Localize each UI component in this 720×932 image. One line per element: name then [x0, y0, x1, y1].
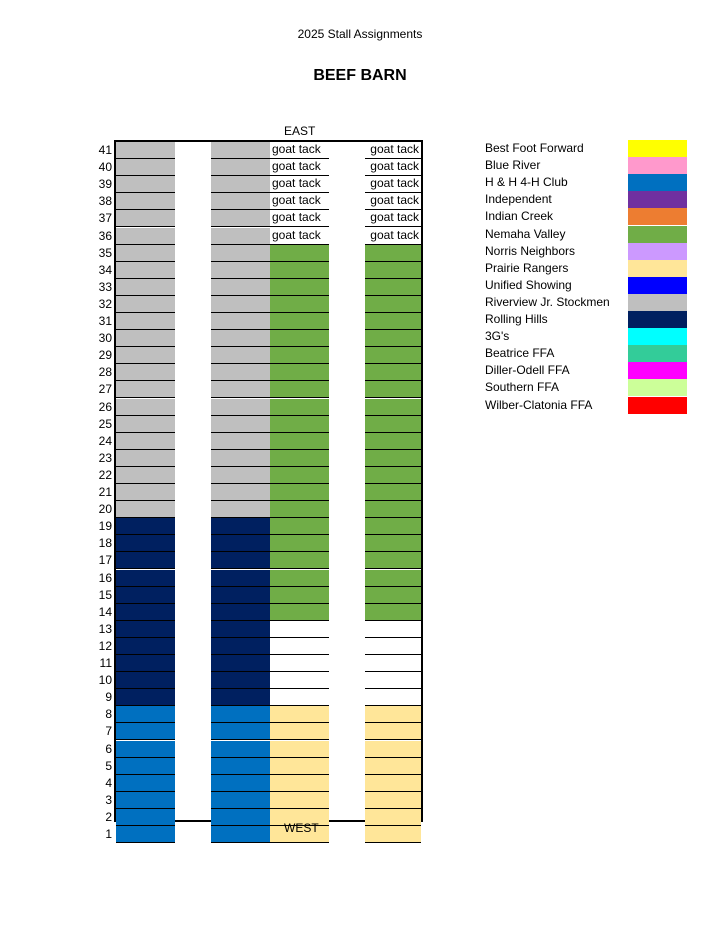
stall-row	[116, 604, 421, 621]
stall-row	[116, 809, 421, 826]
stall-number: 35	[98, 245, 112, 260]
stall-cell	[365, 313, 421, 330]
stall-cell	[116, 176, 175, 193]
stall-number: 31	[98, 314, 112, 328]
legend-item	[485, 226, 689, 243]
stall-cell	[365, 775, 421, 792]
legend-label: H & H 4-H Club	[485, 175, 568, 190]
stall-number: 2	[105, 809, 112, 824]
legend-label: Prairie Rangers	[485, 260, 569, 275]
stall-cell: goat tack	[365, 193, 421, 210]
legend-item	[485, 260, 689, 277]
stall-cell	[270, 484, 329, 501]
stall-cell	[211, 176, 270, 193]
stall-cell	[365, 672, 421, 689]
stall-number: 25	[98, 416, 112, 431]
stall-cell	[365, 381, 421, 398]
stall-cell	[116, 501, 175, 518]
stall-row	[116, 142, 421, 159]
stall-number: 41	[98, 143, 112, 157]
legend-item	[485, 277, 689, 294]
stall-number: 19	[98, 519, 112, 534]
stall-number: 18	[98, 536, 112, 551]
legend-item	[485, 243, 689, 260]
stall-number: 9	[105, 690, 112, 705]
stall-cell	[116, 142, 175, 159]
stall-row	[116, 706, 421, 723]
stall-cell	[270, 655, 329, 672]
stall-number: 13	[98, 621, 112, 636]
stall-cell	[211, 689, 270, 706]
stall-row	[116, 570, 421, 587]
stall-number: 21	[98, 485, 112, 499]
legend-item	[485, 397, 689, 414]
legend-swatch	[628, 157, 687, 174]
stall-cell: goat tack	[270, 176, 329, 193]
stall-cell: goat tack	[365, 176, 421, 193]
stall-cell	[365, 330, 421, 347]
stall-row	[116, 723, 421, 740]
stall-cell	[365, 433, 421, 450]
stall-cell	[365, 741, 421, 758]
stall-cell	[211, 262, 270, 279]
stall-cell	[116, 826, 175, 843]
stall-cell	[270, 792, 329, 809]
stall-cell	[116, 604, 175, 621]
stall-cell	[116, 775, 175, 792]
stall-cell	[270, 570, 329, 587]
stall-cell	[116, 792, 175, 809]
stall-row	[116, 792, 421, 809]
legend-swatch	[628, 226, 687, 243]
legend-label: Nemaha Valley	[485, 226, 566, 241]
stall-cell	[365, 792, 421, 809]
stall-row	[116, 245, 421, 262]
stall-cell	[116, 535, 175, 552]
stall-cell	[270, 638, 329, 655]
stall-cell	[270, 775, 329, 792]
legend-swatch	[628, 311, 687, 328]
stall-number: 3	[105, 792, 112, 807]
stall-row	[116, 347, 421, 364]
stall-cell	[211, 433, 270, 450]
stall-number: 6	[105, 741, 112, 756]
stall-cell	[270, 313, 329, 330]
stall-number: 11	[99, 656, 112, 670]
stall-row	[116, 775, 421, 792]
stall-row	[116, 501, 421, 518]
stall-number: 15	[98, 587, 112, 602]
legend-swatch	[628, 277, 687, 294]
legend-label: 3G's	[485, 329, 510, 344]
stall-row	[116, 826, 421, 843]
stall-cell	[211, 228, 270, 245]
stall-cell	[211, 809, 270, 826]
stall-cell	[365, 535, 421, 552]
legend-label: Beatrice FFA	[485, 346, 555, 361]
stall-cell: goat tack	[365, 210, 421, 227]
stall-row	[116, 416, 421, 433]
stall-number: 28	[98, 365, 112, 380]
legend-label: Southern FFA	[485, 380, 560, 395]
stall-cell	[211, 570, 270, 587]
stall-number: 26	[98, 399, 112, 414]
legend-item	[485, 174, 689, 191]
stall-number: 23	[98, 450, 112, 465]
stall-number: 30	[98, 331, 112, 346]
stall-cell	[211, 484, 270, 501]
stall-row	[116, 279, 421, 296]
barn-stall-grid	[114, 140, 423, 822]
stall-cell	[116, 416, 175, 433]
stall-row	[116, 330, 421, 347]
stall-cell: goat tack	[270, 142, 329, 159]
stall-cell	[211, 706, 270, 723]
stall-cell	[365, 552, 421, 569]
stall-row	[116, 381, 421, 398]
barn-title: BEEF BARN	[313, 67, 407, 84]
legend-swatch	[628, 174, 687, 191]
stall-cell	[270, 296, 329, 313]
stall-cell	[270, 330, 329, 347]
stall-cell	[116, 758, 175, 775]
stall-cell	[365, 758, 421, 775]
stall-cell	[270, 279, 329, 296]
legend-label: Diller-Odell FFA	[485, 363, 570, 378]
stall-row	[116, 296, 421, 313]
stall-cell	[365, 587, 421, 604]
legend-swatch	[628, 208, 687, 225]
legend-item	[485, 362, 689, 379]
stall-cell	[270, 535, 329, 552]
stall-row	[116, 621, 421, 638]
stall-number: 8	[105, 707, 112, 722]
stall-number: 5	[105, 758, 112, 773]
legend-swatch	[628, 397, 687, 414]
stall-cell	[211, 604, 270, 621]
stall-row	[116, 176, 421, 193]
legend-item	[485, 311, 689, 328]
stall-row	[116, 364, 421, 381]
stall-cell	[365, 655, 421, 672]
stall-number: 20	[98, 502, 112, 517]
stall-cell	[270, 723, 329, 740]
stall-row	[116, 638, 421, 655]
stall-cell	[211, 193, 270, 210]
stall-number: 1	[105, 827, 112, 841]
stall-cell: goat tack	[365, 159, 421, 176]
stall-cell	[211, 416, 270, 433]
stall-cell	[270, 416, 329, 433]
stall-row	[116, 399, 421, 416]
stall-cell	[211, 210, 270, 227]
stall-cell	[211, 826, 270, 843]
legend-label: Blue River	[485, 158, 541, 173]
stall-cell	[365, 279, 421, 296]
stall-cell	[365, 518, 421, 535]
stall-cell	[270, 245, 329, 262]
stall-number: 38	[98, 194, 112, 209]
stall-cell	[116, 689, 175, 706]
stall-cell	[270, 587, 329, 604]
stall-cell	[116, 262, 175, 279]
stall-cell	[211, 655, 270, 672]
stall-cell	[211, 758, 270, 775]
stall-row	[116, 228, 421, 245]
stall-cell	[365, 638, 421, 655]
stall-row	[116, 313, 421, 330]
stall-cell	[270, 741, 329, 758]
stall-cell	[365, 347, 421, 364]
stall-number: 27	[98, 382, 112, 397]
stall-cell	[365, 570, 421, 587]
stall-number: 40	[98, 160, 112, 175]
stall-cell	[211, 159, 270, 176]
stall-cell	[211, 535, 270, 552]
stall-cell	[211, 245, 270, 262]
stall-cell: goat tack	[270, 159, 329, 176]
stall-cell	[116, 347, 175, 364]
stall-cell	[116, 159, 175, 176]
stall-cell	[365, 364, 421, 381]
stall-cell	[211, 587, 270, 604]
legend-label: Best Foot Forward	[485, 141, 584, 155]
stall-number: 29	[98, 348, 112, 363]
stall-cell	[211, 552, 270, 569]
stall-cell	[270, 518, 329, 535]
east-label: EAST	[284, 124, 316, 138]
stall-cell	[270, 450, 329, 467]
legend-label: Norris Neighbors	[485, 243, 576, 258]
stall-cell	[116, 723, 175, 740]
stall-cell	[270, 381, 329, 398]
stall-number: 7	[105, 724, 112, 739]
stall-cell	[365, 262, 421, 279]
stall-cell	[116, 570, 175, 587]
stall-row	[116, 262, 421, 279]
stall-cell	[116, 210, 175, 227]
stall-row	[116, 484, 421, 501]
stall-number: 39	[98, 177, 112, 192]
stall-number: 10	[98, 673, 112, 688]
legend-label: Independent	[485, 192, 552, 207]
stall-cell	[365, 501, 421, 518]
stall-cell	[365, 826, 421, 843]
legend-swatch	[628, 345, 687, 362]
stall-cell	[211, 450, 270, 467]
legend-item	[485, 191, 689, 208]
legend-swatch	[628, 294, 687, 311]
stall-row	[116, 193, 421, 210]
stall-cell	[270, 706, 329, 723]
stall-cell	[211, 399, 270, 416]
legend-item	[485, 157, 689, 174]
stall-cell	[365, 689, 421, 706]
stall-cell: goat tack	[270, 228, 329, 245]
stall-cell	[116, 621, 175, 638]
legend-item	[485, 140, 689, 157]
legend-swatch	[628, 362, 687, 379]
stall-cell	[365, 621, 421, 638]
legend-label: Wilber-Clatonia FFA	[485, 397, 593, 412]
stall-cell	[211, 142, 270, 159]
stall-row	[116, 672, 421, 689]
stall-row	[116, 467, 421, 484]
legend-swatch	[628, 243, 687, 260]
stall-number: 24	[98, 433, 112, 448]
stall-cell: goat tack	[365, 228, 421, 245]
stall-cell	[211, 347, 270, 364]
stall-cell	[116, 450, 175, 467]
legend-item	[485, 208, 689, 225]
stall-row	[116, 655, 421, 672]
stall-cell	[211, 501, 270, 518]
stall-cell	[270, 467, 329, 484]
stall-number: 32	[98, 296, 112, 311]
legend-swatch	[628, 328, 687, 345]
stall-cell	[365, 245, 421, 262]
stall-cell	[365, 296, 421, 313]
stall-cell	[211, 723, 270, 740]
stall-row	[116, 518, 421, 535]
stall-cell	[116, 313, 175, 330]
stall-cell	[365, 467, 421, 484]
stall-cell	[365, 484, 421, 501]
stall-cell	[365, 809, 421, 826]
stall-cell	[270, 364, 329, 381]
stall-cell	[116, 552, 175, 569]
stall-cell	[211, 467, 270, 484]
stall-cell	[365, 450, 421, 467]
stall-cell	[116, 655, 175, 672]
stall-cell	[116, 672, 175, 689]
stall-row	[116, 535, 421, 552]
stall-number: 14	[98, 604, 112, 619]
legend-item	[485, 294, 689, 311]
stall-row	[116, 758, 421, 775]
stall-cell	[365, 399, 421, 416]
legend-item	[485, 345, 689, 362]
stall-row	[116, 552, 421, 569]
legend-label: Indian Creek	[485, 209, 554, 224]
stall-cell	[365, 604, 421, 621]
stall-cell	[116, 193, 175, 210]
legend-label: Unified Showing	[485, 277, 572, 292]
stall-cell	[211, 364, 270, 381]
stall-cell	[116, 296, 175, 313]
legend-label: Riverview Jr. Stockmen	[485, 294, 610, 309]
stall-cell	[365, 723, 421, 740]
stall-cell	[365, 706, 421, 723]
stall-cell: goat tack	[365, 142, 421, 159]
stall-cell	[211, 296, 270, 313]
stall-cell	[211, 381, 270, 398]
stall-row	[116, 689, 421, 706]
stall-cell	[211, 792, 270, 809]
stall-number: 22	[98, 467, 112, 482]
stall-row	[116, 210, 421, 227]
stall-row	[116, 433, 421, 450]
stall-cell	[116, 741, 175, 758]
stall-number: 36	[98, 228, 112, 243]
stall-cell	[116, 809, 175, 826]
stall-cell	[211, 330, 270, 347]
stall-number: 34	[98, 262, 112, 277]
stall-cell	[211, 313, 270, 330]
stall-number: 12	[98, 638, 112, 653]
stall-cell	[116, 228, 175, 245]
stall-cell	[270, 347, 329, 364]
legend-swatch	[628, 260, 687, 277]
stall-cell	[270, 552, 329, 569]
stall-cell	[116, 330, 175, 347]
stall-cell	[211, 518, 270, 535]
stall-cell	[116, 467, 175, 484]
stall-cell: goat tack	[270, 210, 329, 227]
stall-cell	[116, 279, 175, 296]
stall-cell	[270, 758, 329, 775]
stall-cell	[270, 672, 329, 689]
legend-item	[485, 328, 689, 345]
page-title: 2025 Stall Assignments	[297, 27, 423, 41]
stall-row	[116, 450, 421, 467]
stall-cell	[211, 741, 270, 758]
stall-row	[116, 159, 421, 176]
stall-cell: goat tack	[270, 193, 329, 210]
stall-cell	[116, 484, 175, 501]
stall-number: 33	[98, 279, 112, 294]
stall-cell	[211, 672, 270, 689]
stall-cell	[270, 604, 329, 621]
stall-cell	[270, 501, 329, 518]
legend-swatch	[628, 379, 687, 396]
stall-cell	[211, 279, 270, 296]
stall-cell	[116, 518, 175, 535]
legend-item	[485, 379, 689, 396]
stall-cell	[211, 621, 270, 638]
stall-cell	[270, 262, 329, 279]
stall-row	[116, 587, 421, 604]
stall-cell	[270, 689, 329, 706]
stall-cell	[270, 433, 329, 450]
stall-cell	[116, 399, 175, 416]
stall-cell	[116, 245, 175, 262]
stall-cell	[211, 638, 270, 655]
stall-number: 4	[105, 775, 112, 790]
legend-swatch	[628, 191, 687, 208]
legend-swatch	[628, 140, 687, 157]
stall-cell	[116, 433, 175, 450]
stall-cell	[116, 587, 175, 604]
stall-number: 37	[98, 211, 112, 226]
stall-cell	[116, 706, 175, 723]
stall-cell	[211, 775, 270, 792]
stall-cell	[116, 381, 175, 398]
stall-cell	[270, 621, 329, 638]
stall-row	[116, 741, 421, 758]
stall-cell	[116, 638, 175, 655]
stall-cell	[270, 399, 329, 416]
stall-number: 16	[98, 570, 112, 585]
legend-label: Rolling Hills	[485, 312, 548, 326]
stall-cell	[116, 364, 175, 381]
stall-number: 17	[98, 553, 112, 568]
west-label: WEST	[284, 821, 319, 835]
stall-cell	[365, 416, 421, 433]
